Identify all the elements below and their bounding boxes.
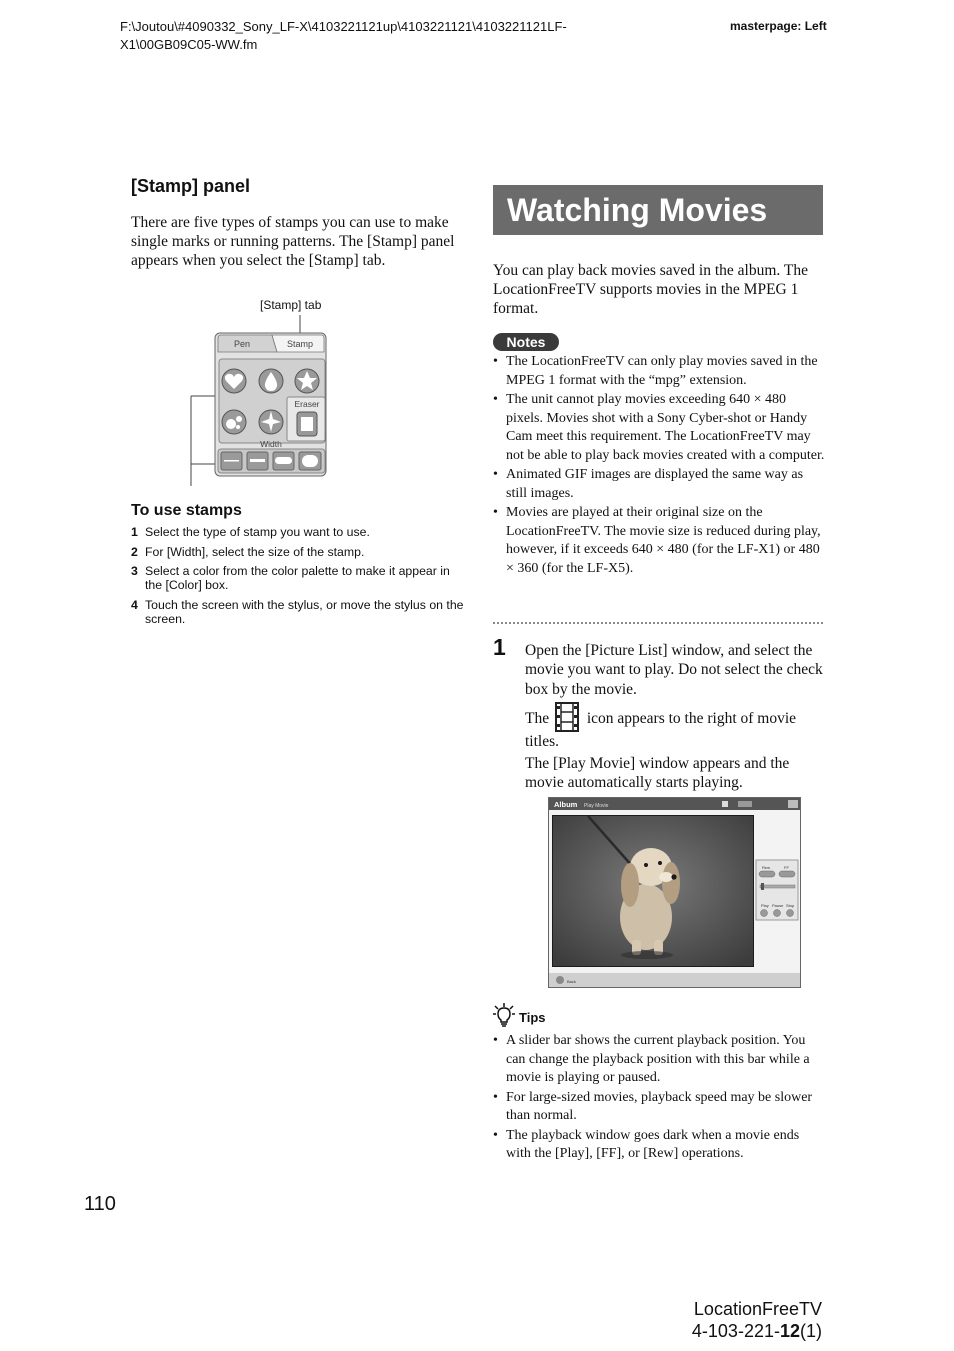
stamp-panel-title: [Stamp] panel <box>131 176 251 196</box>
list-item: • A slider bar shows the current playback position. You can change the playback position with this bar while a movie is playing or paused. <box>493 1032 825 1088</box>
step-paragraph: Open the [Picture List] window, and select the movie you want to play. Do not select the check box by the movie. <box>525 642 823 698</box>
list-item: • The LocationFreeTV can only play movies saved in the MPEG 1 format with the “mpg” extension. <box>493 353 825 390</box>
step-text <box>525 641 825 793</box>
stamp-tab-callout: [Stamp] tab <box>260 298 322 312</box>
section-banner <box>493 185 823 235</box>
pause-button[interactable] <box>774 910 781 917</box>
eraser-label: Eraser <box>294 399 320 409</box>
rew-button[interactable] <box>759 871 775 877</box>
stamp-panel-figure <box>180 310 340 500</box>
stamp-tab[interactable]: Stamp <box>286 339 314 349</box>
list-item: • Movies are played at their original size on the LocationFreeTV. The movie size is reduced during play, however, if it exceeds 640 × 480 (for the LF-X1) or 480 × 360 (for the LF-X5). <box>493 504 825 578</box>
stop-button[interactable] <box>787 910 794 917</box>
step-paragraph: The [Play Movie] window appears and the movie automatically starts playing. <box>525 755 790 792</box>
pen-tab[interactable]: Pen <box>233 339 251 349</box>
section-title: Watching Movies <box>507 192 768 228</box>
divider <box>493 622 823 624</box>
playback-slider[interactable] <box>760 885 795 888</box>
use-stamps-steps <box>131 525 466 631</box>
list-item: • For large-sized movies, playback speed may be slower than normal. <box>493 1089 825 1126</box>
window-title: Play Movie <box>584 803 609 809</box>
notes-badge: Notes <box>493 333 559 351</box>
ff-label: FF <box>784 865 789 870</box>
use-stamps-title: To use stamps <box>131 502 242 519</box>
product-code <box>600 1298 822 1342</box>
width-label: Width <box>260 439 282 449</box>
back-label: Back <box>567 979 576 984</box>
status-icon <box>788 800 798 808</box>
eraser-icon <box>301 417 313 431</box>
page-number: 110 <box>84 1193 116 1215</box>
slider-handle[interactable] <box>761 883 764 890</box>
masterpage-label: masterpage: Left <box>730 19 827 33</box>
list-item: 3 Select a color from the color palette to make it appear in the [Color] box. <box>131 564 450 592</box>
step-paragraph: The icon appears to the right of movie titles. <box>525 702 825 751</box>
product-name: LocationFreeTV <box>693 1299 822 1319</box>
play-movie-screenshot <box>548 797 801 988</box>
file-path: F:\Joutou\#4090332_Sony_LF-X\4103221121up\4103221121\4103221121LF-X1\00GB09C05-WW.fm <box>120 19 567 52</box>
pause-label: Pause <box>772 903 784 908</box>
tips-label: Tips <box>519 1010 546 1025</box>
menu-icon[interactable] <box>738 801 752 807</box>
watching-intro: You can play back movies saved in the album. The LocationFreeTV supports movies in the MPEG 1 format. <box>493 262 808 317</box>
step-number: 1 <box>493 634 506 660</box>
list-item: • The playback window goes dark when a movie ends with the [Play], [FF], or [Rew] operations. <box>493 1127 825 1164</box>
album-label: Album <box>554 800 578 809</box>
movie-film-icon <box>555 702 579 732</box>
ff-button[interactable] <box>779 871 795 877</box>
stamp-panel-intro: There are five types of stamps you can use to make single marks or running patterns. The [Stamp] panel appears when you select the [Stamp] tab. <box>131 214 455 269</box>
home-icon[interactable] <box>722 801 728 807</box>
list-item: • The unit cannot play movies exceeding 640 × 480 pixels. Movies shot with a Sony Cyber-shot or Handy Cam meet this requirement. The LocationFreeTV may not be able to play back movies created with a computer. <box>493 391 825 465</box>
list-item: • Animated GIF images are displayed the same way as still images. <box>493 466 825 503</box>
play-button[interactable] <box>761 910 768 917</box>
tips-list <box>493 1032 825 1165</box>
back-icon[interactable] <box>556 976 564 984</box>
list-item: 4 Touch the screen with the stylus, or move the stylus on the screen. <box>131 597 464 626</box>
play-label: Play <box>761 903 769 908</box>
notes-list <box>493 353 825 579</box>
rew-label: Rew <box>762 865 771 870</box>
list-item: 1 Select the type of stamp you want to use. <box>131 525 370 539</box>
stop-label: Stop <box>786 903 795 908</box>
document-code: 4-103-221-12(1) <box>691 1321 822 1341</box>
list-item: 2 For [Width], select the size of the stamp. <box>131 544 365 559</box>
lightbulb-icon <box>493 1003 515 1027</box>
